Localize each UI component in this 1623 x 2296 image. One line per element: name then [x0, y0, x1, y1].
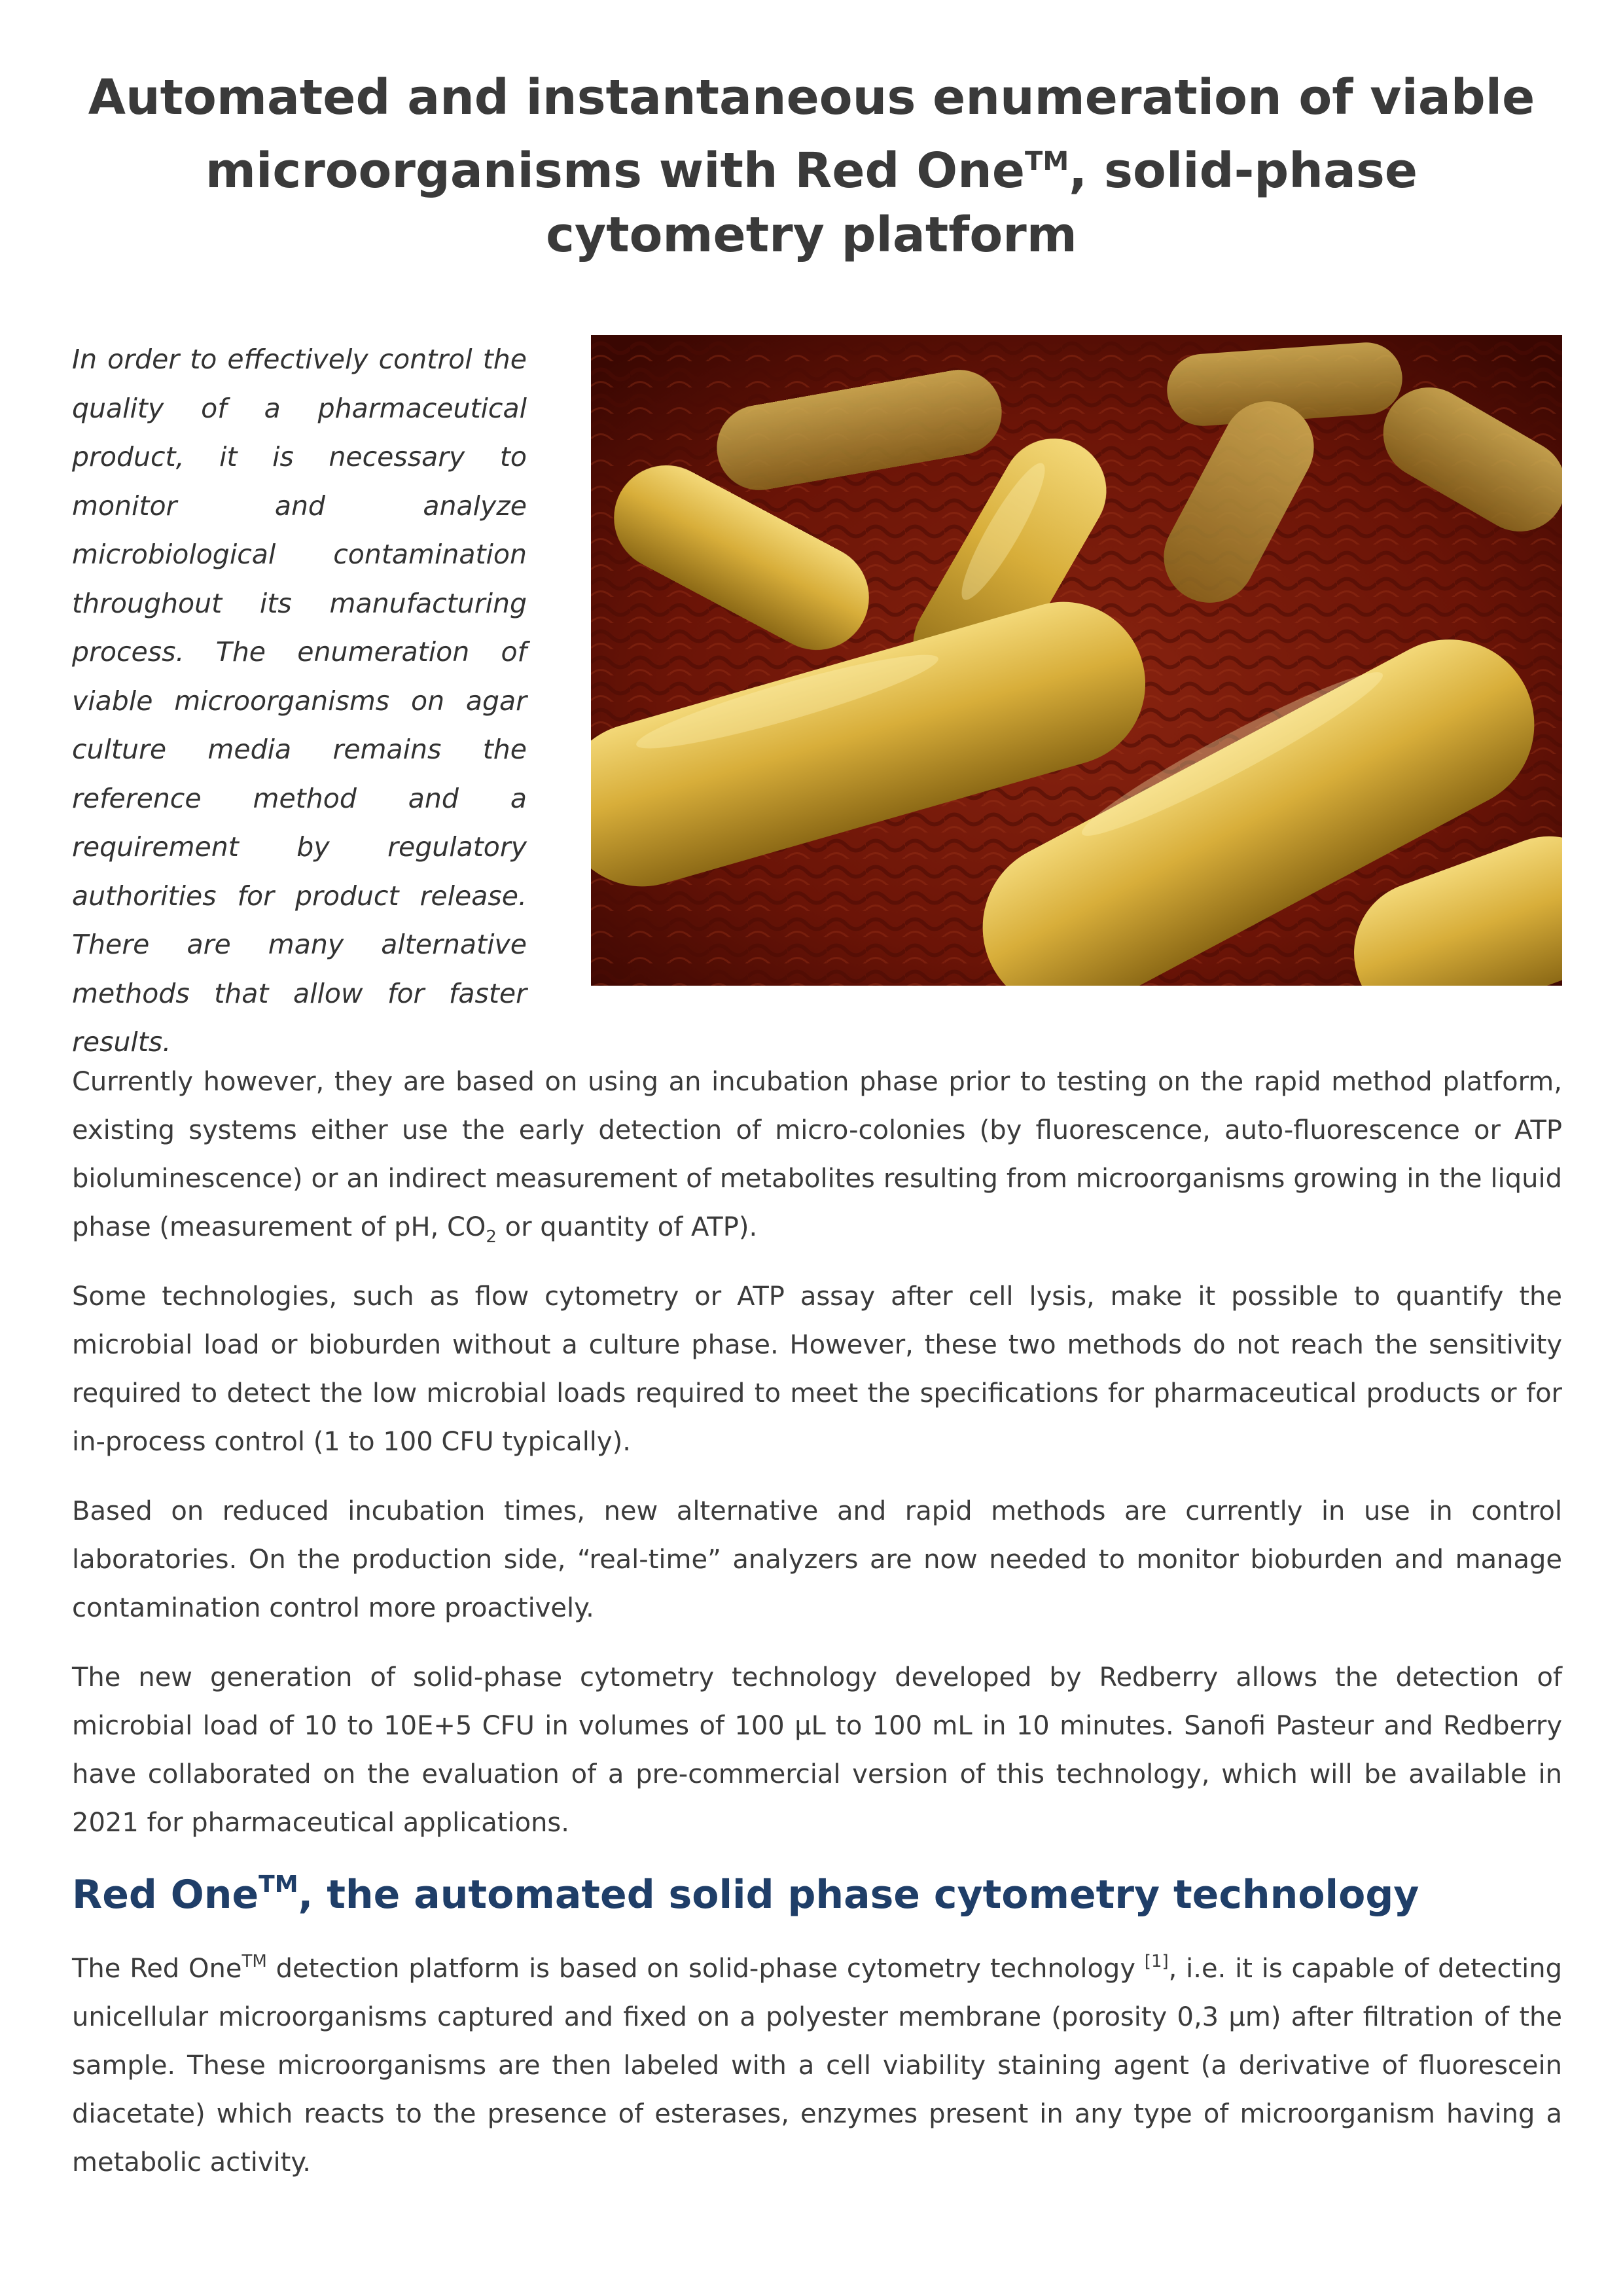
paragraph-5-start: The Red One [72, 1954, 242, 1984]
heading-text-end: , the automated solid phase cytometry technology [298, 1872, 1419, 1918]
heading-trademark: TM [259, 1871, 298, 1898]
paragraph-5 [72, 1937, 1562, 2187]
reference-marker: [1] [1144, 1952, 1169, 1971]
bacteria-image [591, 335, 1562, 986]
section-heading [72, 1859, 1562, 1921]
title-part1: Automated and instantaneous enumeration of viable microorganisms with Red One [88, 69, 1535, 199]
page-title [65, 65, 1558, 267]
paragraph-5-end: , i.e. it is capable of detecting unicellular microorganisms captured and fixed on a polyester membrane (porosity 0,3 µm) after filtration of the sample. These microorganisms are then labeled with a cell viability staining agent (a derivative of fluorescein diacetate) which reacts to the presence of esterases, enzymes present in any type of microorganism having a metabolic activity. [72, 1954, 1562, 2178]
paragraph-5-trademark: TM [241, 1952, 267, 1971]
bacteria-micrograph-icon [591, 335, 1562, 986]
paragraph-1-text: Currently however, they are based on using an incubation phase prior to testing on the rapid method platform, existing systems either use the early detection of micro-colonies (by fluorescence, auto-fluorescence or ATP bioluminescence) or an indirect measurement of metabolites resulting from microorganisms growing in the liquid phase (measurement of pH, CO [72, 1067, 1562, 1242]
intro-paragraph: In order to effectively control the quality of a pharmaceutical product, it is necessary to monitor and analyze microbiological contamination throughout its manufacturing process. The enumeration of viable microorganisms on agar culture media remains the reference method and a requirement by regulatory authorities for product release. There are many alternative methods that allow for faster results. [72, 344, 527, 1058]
paragraph-1 [72, 1058, 1562, 1261]
co2-subscript: 2 [486, 1227, 497, 1247]
title-part2: , solid-phase cytometry platform [546, 143, 1418, 263]
title-trademark: TM [1025, 147, 1069, 177]
paragraph-5-mid: detection platform is based on solid-phase cytometry technology [266, 1954, 1145, 1984]
paragraph-4: The new generation of solid-phase cytometry technology developed by Redberry allows the detection of microbial load of 10 to 10E+5 CFU in volumes of 100 µL to 100 mL in 10 minutes. Sanofi Pasteur and Redberry have collaborated on the evaluation of a pre-commercial version of this technology, which will be available in 2021 for pharmaceutical applications. [72, 1662, 1562, 1838]
paragraph-3: Based on reduced incubation times, new alternative and rapid methods are currently in use in control laboratories. On the production side, “real-time” analyzers are now needed to monitor bioburden and manage contamination control more proactively. [72, 1496, 1562, 1623]
paragraph-1-end: or quantity of ATP). [496, 1212, 758, 1242]
paragraph-2: Some technologies, such as flow cytometry or ATP assay after cell lysis, make it possible to quantify the microbial load or bioburden without a culture phase. However, these two methods do not reach the sensitivity required to detect the low microbial loads required to meet the specifications for pharmaceutical products or for in-process control (1 to 100 CFU typically). [72, 1282, 1562, 1457]
heading-text: Red One [72, 1872, 259, 1918]
